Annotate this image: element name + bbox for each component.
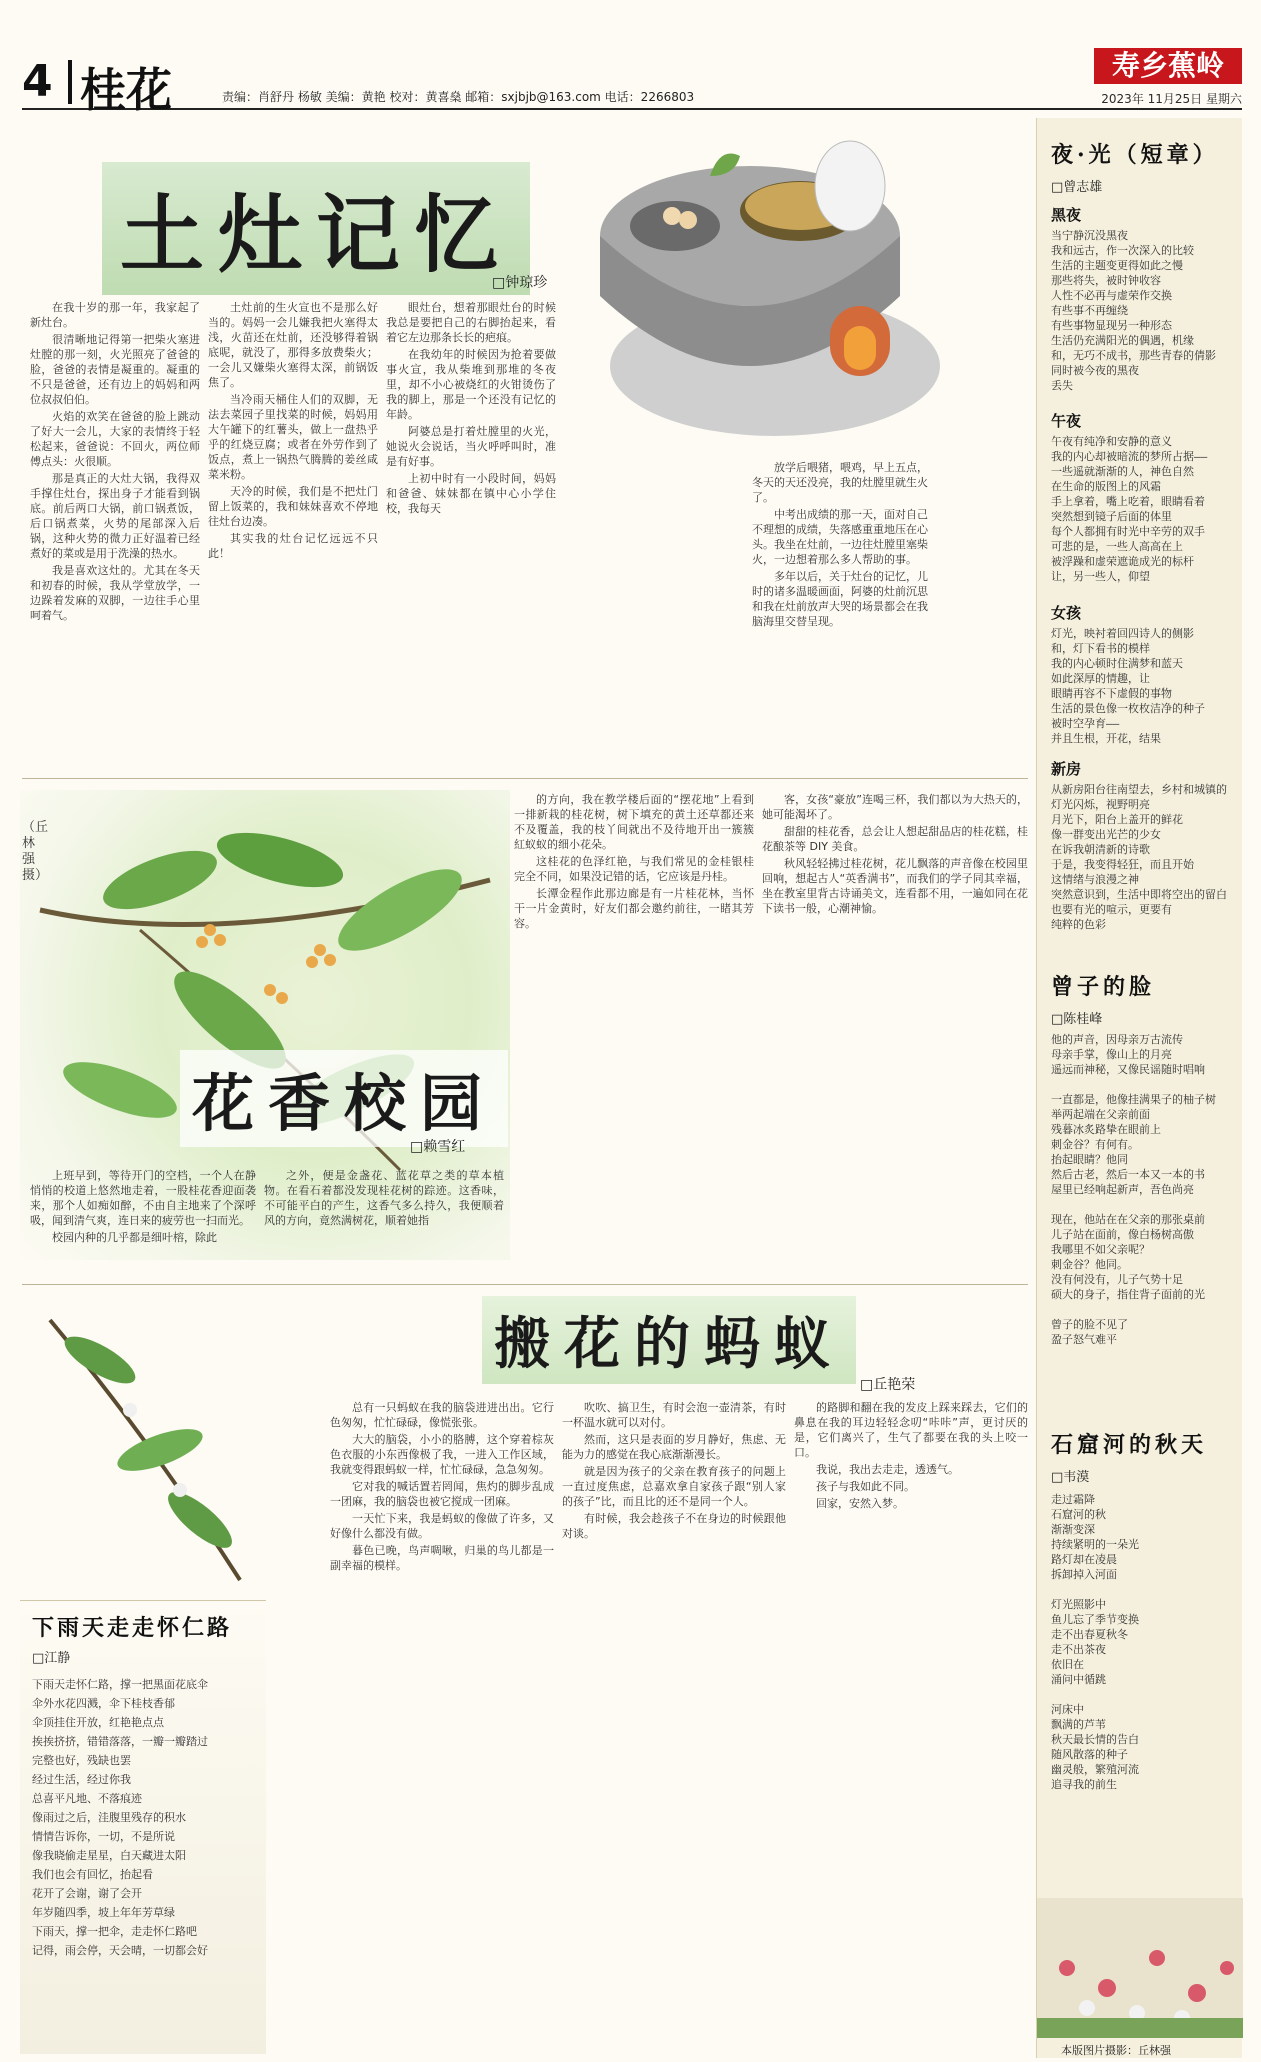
poem-stanza: 从新房阳台往南望去，乡村和城镇的 灯光闪烁，视野明亮 月光下，阳台上盖开的鲜花 像一群变出光芒的少女 在诉我朝清新的诗歌 于是，我变得轻狂，而且开始 这情绪与浪漫之神 突然意识到，生活中即将空出的留白 也要有光的喧示，更要有 纯粹的色彩 [1051, 783, 1227, 931]
poem-stanza: 当宁静沉没黑夜 我和远古，作一次深入的比较 生活的主题变更得如此之慢 那些将失，被时钟收容 人性不必再与虚荣作交换 有些事不再缠绕 有些事物显现另一种形态 生活仍充满阳光的偶遇，机缘 和，无巧不成书，那些青春的倩影 同时被今夜的黑夜 丢失 [1051, 229, 1216, 392]
poem-subtitle: 女孩 [1051, 604, 1082, 622]
paragraph: 眼灶台，想着那眼灶台的时候我总是要把自己的右脚抬起来，看着它左边那条长长的疤痕。 [386, 301, 556, 344]
article-author-campus: □赖雪红 [410, 1139, 466, 1155]
editor-credits: 责编：肖舒丹 杨敏 美编：黄艳 校对：黄喜燊 邮箱：sxjbjb@163.com 电话：2266803 [222, 90, 695, 104]
poem-text: 下雨天走怀仁路，撑一把黑面花底伞 伞外水花四溅，伞下桂枝香郁 伞顶挂住开放，红艳艳点点 挨挨挤挤，错错落落，一瓣一瓣踏过 完整也好，残缺也罢 经过生活，经过你我 总喜平凡地、不落痕迹 像雨过之后，洼腹里残存的积水 情情告诉你，一切，不是所说 像我晓偷走星星，白天藏进太阳 我们也会有回忆，抬起看 花开了会谢，谢了会开 年岁随四季，坡上年年芳草绿 下雨天，撑一把伞，走走怀仁路吧 记得，雨会停，天会晴，一切都会好 [32, 1678, 208, 1957]
paragraph: 甜甜的桂花香，总会让人想起甜品店的桂花糕，桂花酿茶等 DIY 美食。 [762, 825, 1028, 853]
sidebar-author-3: □韦漠 [1051, 1470, 1090, 1485]
campus-column-2 [264, 1168, 504, 1272]
sidebar-title-night-light: 夜·光（短章） [1051, 142, 1219, 168]
paragraph: 中考出成绩的那一天，面对自己不理想的成绩，失落感重重地压在心头。我坐在灶前，一边往灶膛里塞柴火，一边想着那么多人帮助的事。 [752, 508, 928, 566]
article-title-stove: 土灶记忆 [102, 162, 530, 295]
issue-date: 2023年 11月25日 星期六 [1101, 92, 1242, 106]
poetry-sidebar [1036, 118, 1242, 2058]
paragraph: 火焰的欢笑在爸爸的脸上跳动了好大一会儿，大家的表情终于轻松起来，爸爸说：不回火，两位师傅点头：火很顺。 [30, 410, 200, 468]
paragraph: 那是真正的大灶大锅，我得双手撑住灶台，探出身子才能看到锅底。前后两口大锅，前口锅煮饭，后口锅煮菜，火势的尾部深入后锅，这种火势的微力正好温着已经煮好的菜或是用于洗澡的热水。 [30, 472, 200, 560]
poem-subtitle: 午夜 [1051, 412, 1082, 430]
article-title-ant: 搬花的蚂蚁 [482, 1296, 856, 1384]
stove-column-4 [752, 460, 928, 692]
paragraph: 秋风轻轻拂过桂花树，花儿飘落的声音像在校园里回响，想起古人“英香满书”，而我们的学子同其幸福，坐在教室里背古诗诵美文，连看都不用，一遍如同在花下读书一般，心潮神愉。 [762, 857, 1028, 915]
paragraph: 孩子与我如此不同。 [816, 1480, 915, 1493]
page-header [22, 48, 1242, 117]
paragraph: 我说，我出去走走，透透气。 [816, 1463, 959, 1476]
paragraph: 然而，这只是表面的岁月静好，焦虑、无能为力的感觉在我心底渐渐漫长。 [562, 1433, 786, 1461]
paragraph: 很清晰地记得第一把柴火塞进灶膛的那一刻，火光照亮了爸爸的脸，爸爸的表情是凝重的。凝重的不只是爸爸，还有边上的妈妈和两位叔叔伯伯。 [30, 333, 200, 406]
photo-credit: （丘林强 摄） [22, 820, 49, 883]
paragraph: 客，女孩“豪放”连喝三杯，我们都以为大热天的，她可能渴坏了。 [762, 793, 1028, 821]
stove-illustration [600, 116, 950, 456]
paragraph: 土灶前的生火宣也不是那么好当的。妈妈一会儿嫌我把火塞得太浅，火苗还在灶前，还没够得着锅底呢，就没了，那得多放费柴火；一会儿又嫌柴火塞得太深，前锅饭焦了。 [208, 301, 378, 389]
sidebar-author-2: □陈桂峰 [1051, 1012, 1103, 1027]
article-author-ant: □丘艳荣 [860, 1377, 916, 1393]
paragraph: 总有一只蚂蚁在我的脑袋进进出出。它行色匆匆，忙忙碌碌，像慌张张。 [330, 1401, 554, 1429]
paragraph: 这桂花的色泽红艳，与我们常见的金桂银桂完全不同，如果没记错的话，它应该是丹桂。 [514, 855, 754, 883]
poem-text: 他的声音，因母亲万古流传 母亲手掌，像山上的月亮 遥远而神秘，又像民谣随时唱响 一直都是，他像挂满果子的柚子树 举两起端在父亲前面 残暮冰炙路挚在眼前上 刺金谷？有何有。 抬起眼睛？他同 然后古老，然后一本又一本的书 屋里已经响起新声，吾色尚亮 现在，他站在在父亲的那张桌前 儿子站在面前，像白杨树高傲 我哪里不如父亲呢？ 刺金谷？他同。 没有何没有，儿子气势十足 硕大的身子，指住背子面前的光 曾子的脸不见了 盈子怒气难平 [1051, 1033, 1216, 1346]
paragraph: 有时候，我会趁孩子不在身边的时候跟他对谈。 [562, 1512, 786, 1540]
paragraph: 回家，安然入梦。 [816, 1497, 904, 1510]
poem-stanza: 灯光，映衬着回四诗人的侧影 和，灯下看书的模样 我的内心顿时住满梦和蓝天 如此深厚的情趣，让 眼睛再容不下虚假的事物 生活的景色像一枚枚洁净的种子 被时空孕育—— 并且生根，开花，结果 [1051, 627, 1205, 745]
ant-column-3 [794, 1400, 1028, 2050]
paragraph: 上班早到，等待开门的空档，一个人在静悄悄的校道上悠然地走着，一股桂花香迎面袭来，那个人如痴如醉，不由自主地来了个深呼吸，闻到清气爽，连日来的疲劳也一扫而光。 [30, 1169, 256, 1227]
paragraph: 其实我的灶台记忆远远不只此！ [208, 532, 378, 560]
section-divider [22, 778, 1028, 779]
paragraph: 在我十岁的那一年，我家起了新灶台。 [30, 301, 200, 329]
photo-credit: 本版图片摄影：丘林强 [1061, 2044, 1171, 2057]
paragraph: 天冷的时候，我们是不把灶门留上饭菜的，我和妹妹喜欢不停地往灶台边凑。 [208, 485, 378, 528]
paragraph: 大大的脑袋，小小的胳膊，这个穿着棕灰色衣服的小东西像极了我，一进入工作区域，我就变得跟蚂蚁一样，忙忙碌碌，急急匆匆。 [330, 1433, 554, 1476]
poem-stanza: 午夜有纯净和安静的意义 我的内心却被暗流的梦所占据—— 一些遥就渐渐的人，神色自然 在生命的版图上的风霜 手上拿着，嘴上吃着，眼睛看着 突然想到镜子后面的体里 每个人都拥有时光中辛劳的双手 可悲的是，一些人高高在上 被浮躁和虚荣遮诡成光的标杆 让，另一些人，仰望 [1051, 435, 1208, 583]
article-title-campus: 花香校园 [180, 1050, 508, 1147]
poem-title: 下雨天走走怀仁路 [32, 1615, 233, 1641]
paragraph: 吹吹、搞卫生，有时会泡一壶清茶，有时一杯温水就可以对付。 [562, 1401, 786, 1429]
poem-subtitle: 新房 [1051, 760, 1082, 778]
poem-rainy-day [20, 1600, 266, 2054]
poem-author: □江静 [32, 1651, 71, 1666]
ant-column-2 [562, 1400, 786, 2050]
paragraph: 的路脚和翻在我的发皮上踩来踩去，它们的鼻息在我的耳边轻轻念叨“咔咔”声，更讨厌的是，它们离兴了，生气了都要在我的头上咬一口。 [794, 1401, 1028, 1459]
paragraph: 一天忙下来，我是蚂蚁的像做了许多，又好像什么都没有做。 [330, 1512, 554, 1540]
paragraph: 之外，便是金盏花、蓝花草之类的草本植物。在看石着都没发现桂花树的踪迹。这香味，不可能平白的产生，这香气多么持久，我便顺着风的方向，竟然满树花，顺着她指 [264, 1169, 504, 1227]
article-author-stove: □钟琼珍 [492, 275, 548, 291]
paragraph: 就是因为孩子的父亲在教育孩子的问题上一直过度焦虑，总嘉欢拿自家孩子跟“别人家的孩子”比，而且比的还不是同一个人。 [562, 1465, 786, 1508]
sidebar-title-river: 石窟河的秋天 [1051, 1432, 1208, 1458]
stove-column-3 [386, 300, 556, 690]
campus-column-1 [30, 1168, 256, 1272]
masthead-logo: 寿乡蕉岭 [1094, 48, 1242, 84]
paragraph: 它对我的喊话置若罔闻，焦灼的脚步乱成一团麻，我的脑袋也被它搅成一团麻。 [330, 1480, 554, 1508]
poem-text: 走过霜降 石窟河的秋 渐渐变深 持续紧明的一朵光 路灯却在凌晨 拆卸掉入河面 灯光照影中 鱼儿忘了季节变换 走不出春夏秋冬 走不出茶夜 依旧在 涌问中循跳 河床中 飘满的芦苇 秋天最长情的告白 随风散落的种子 幽灵般，繁殖河流 追寻我的前生 [1051, 1493, 1139, 1791]
paragraph: 的方向，我在教学楼后面的“摆花地”上看到一排新栽的桂花树，树下填充的黄土还草都还来不及覆盖，我的枝丫间就出不及待地开出一簇簇紅蚁蚁的细小花朵。 [514, 793, 754, 851]
header-divider [68, 60, 72, 104]
paragraph: 多年以后，关于灶台的记忆，儿时的诸多温暖画面，阿婆的灶前沉思和我在灶前放声大哭的场景都会在我脑海里交替呈现。 [752, 570, 928, 628]
ant-column-1 [330, 1400, 554, 2050]
paragraph: 阿婆总是打着灶膛里的火光，她说火会说话，当火呼呼叫时，准是有好事。 [386, 425, 556, 468]
paragraph: 暮色已晚，鸟声啁啾，归巢的鸟儿都是一副幸福的模样。 [330, 1544, 554, 1572]
stove-column-1 [30, 300, 200, 690]
flowers-photo [1037, 1898, 1243, 2038]
paragraph: 长潭金程作此那边廊是有一片桂花林，当怀干一片金黄时，好友们都会邀约前往，一睹其芳容。 [514, 887, 754, 930]
paragraph: 上初中时有一小段时间，妈妈和爸爸、妹妹都在镇中心小学住校，我每天 [386, 472, 556, 515]
sidebar-title-zengzi: 曾子的脸 [1051, 974, 1156, 1000]
campus-column-4 [762, 792, 1028, 1272]
section-title: 桂花 [80, 63, 172, 117]
paragraph: 校园内种的几乎都是细叶榕，除此 [52, 1231, 217, 1244]
flower-branch-illustration [30, 1300, 260, 1590]
poem-subtitle: 黑夜 [1051, 206, 1082, 224]
section-divider [22, 1284, 1028, 1285]
paragraph: 当冷雨天桶住人们的双脚，无法去菜园子里找菜的时候，妈妈用大午罐下的红薯头，做上一盘热乎乎的红烧豆腐；或者在外劳作到了饭点，煮上一锅热气腾腾的姜丝咸菜米粉。 [208, 393, 378, 481]
paragraph: 放学后喂猪，喂鸡，早上五点，冬天的天还没亮，我的灶膛里就生火了。 [752, 461, 928, 504]
sidebar-author-1: □曾志雄 [1051, 180, 1103, 195]
stove-column-2 [208, 300, 378, 690]
campus-column-3 [514, 792, 754, 1272]
page-number: 4 [22, 56, 53, 107]
paragraph: 在我幼年的时候因为抢着要做事火宣，我从柴堆到那堆的冬夜里，却不小心被烧红的火钳烫伤了我的脚上，那是一个还没有记忆的年龄。 [386, 348, 556, 421]
paragraph: 我是喜欢这灶的。尤其在冬天和初春的时候，我从学堂放学，一边跺着发麻的双脚，一边往手心里呵着气。 [30, 564, 200, 622]
